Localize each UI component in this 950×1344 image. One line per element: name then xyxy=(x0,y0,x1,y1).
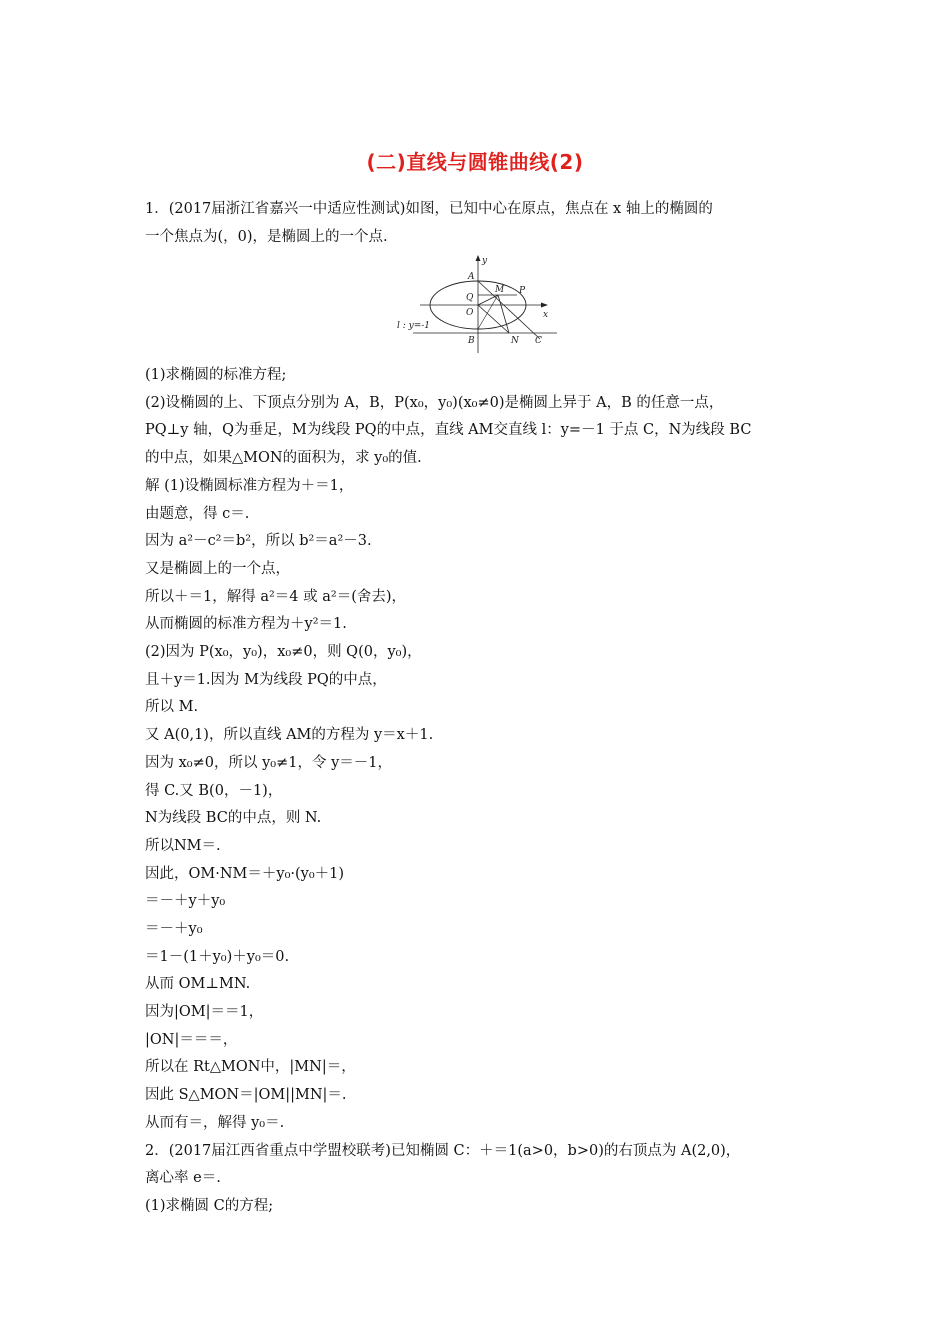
ellipse-figure xyxy=(395,255,565,355)
text-line: 又 A(0,1)，所以直线 AM的方程为 y＝x＋1. xyxy=(145,727,434,743)
text-line: 的中点，如果△MON的面积为，求 y₀的值. xyxy=(145,450,422,466)
text-line: 因为 a²－c²＝b²，所以 b²＝a²－3. xyxy=(145,533,372,549)
point-M-label: M xyxy=(495,285,505,295)
text-line: 离心率 e＝. xyxy=(145,1170,221,1186)
text-line: 2．(2017届江西省重点中学盟校联考)已知椭圆 C：＋＝1(a>0，b>0)的右顶点为 A(2,0)， xyxy=(145,1143,741,1159)
text-line: 一个焦点为(，0)，是椭圆上的一个点. xyxy=(145,229,388,245)
y-axis-label: y xyxy=(482,256,488,266)
text-line: (1)求椭圆的标准方程; xyxy=(145,367,287,383)
text-line: 得 C.又 B(0，－1)， xyxy=(145,783,283,799)
text-line: (1)求椭圆 C的方程; xyxy=(145,1198,274,1214)
text-line: ＝－＋y＋y₀ xyxy=(145,893,226,909)
text-line: |ON|＝＝＝， xyxy=(145,1032,238,1048)
point-P-label: P xyxy=(519,286,526,296)
point-O-label: O xyxy=(466,308,474,318)
point-Q-label: Q xyxy=(466,293,474,303)
text-line: 因为|OM|＝＝1， xyxy=(145,1004,264,1020)
text-line: 所以NM＝. xyxy=(145,838,221,854)
point-N-label: N xyxy=(511,336,519,346)
text-line: 从而 OM⊥MN. xyxy=(145,976,251,992)
text-line: PQ⊥y 轴，Q为垂足，M为线段 PQ的中点，直线 AM交直线 l：y=－1 于点 C，N为线段 BC xyxy=(145,422,752,438)
text-line: 由题意，得 c＝. xyxy=(145,506,250,522)
text-line: ＝1－(1＋y₀)＋y₀＝0. xyxy=(145,949,290,965)
text-line: 从而椭圆的标准方程为＋y²＝1. xyxy=(145,616,347,632)
text-line: 又是椭圆上的一个点， xyxy=(145,561,290,577)
x-axis-label: x xyxy=(543,310,549,320)
text-line: 1．(2017届浙江省嘉兴一中适应性测试)如图，已知中心在原点，焦点在 x 轴上的椭圆的 xyxy=(145,201,713,217)
text-line: (2)设椭圆的上、下顶点分别为 A，B，P(x₀，y₀)(x₀≠0)是椭圆上异于 A，B 的任意一点， xyxy=(145,395,724,411)
line-l-label: l : y=-1 xyxy=(397,321,431,331)
text-line: 因为 x₀≠0，所以 y₀≠1，令 y＝－1， xyxy=(145,755,392,771)
text-line: N为线段 BC的中点，则 N. xyxy=(145,810,322,826)
point-B-label: B xyxy=(468,336,475,346)
text-line: 因此，OM·NM＝＋y₀·(y₀＋1) xyxy=(145,866,345,882)
text-line: 所以在 Rt△MON中，|MN|＝， xyxy=(145,1059,356,1075)
point-C-label: C xyxy=(535,336,542,346)
text-line: 所以＋＝1，解得 a²＝4 或 a²＝(舍去)， xyxy=(145,589,407,605)
page-title: (二)直线与圆锥曲线(2) xyxy=(366,150,584,174)
text-line: 所以 M. xyxy=(145,699,199,715)
text-line: 从而有＝，解得 y₀＝. xyxy=(145,1115,285,1131)
text-line: (2)因为 P(x₀，y₀)，x₀≠0，则 Q(0，y₀)， xyxy=(145,644,422,660)
text-line: 解 (1)设椭圆标准方程为＋＝1， xyxy=(145,478,354,494)
text-line: 因此 S△MON＝|OM||MN|＝. xyxy=(145,1087,347,1103)
text-line: ＝－＋y₀ xyxy=(145,921,203,937)
text-line: 且＋y＝1.因为 M为线段 PQ的中点， xyxy=(145,672,387,688)
point-A-label: A xyxy=(468,272,475,282)
